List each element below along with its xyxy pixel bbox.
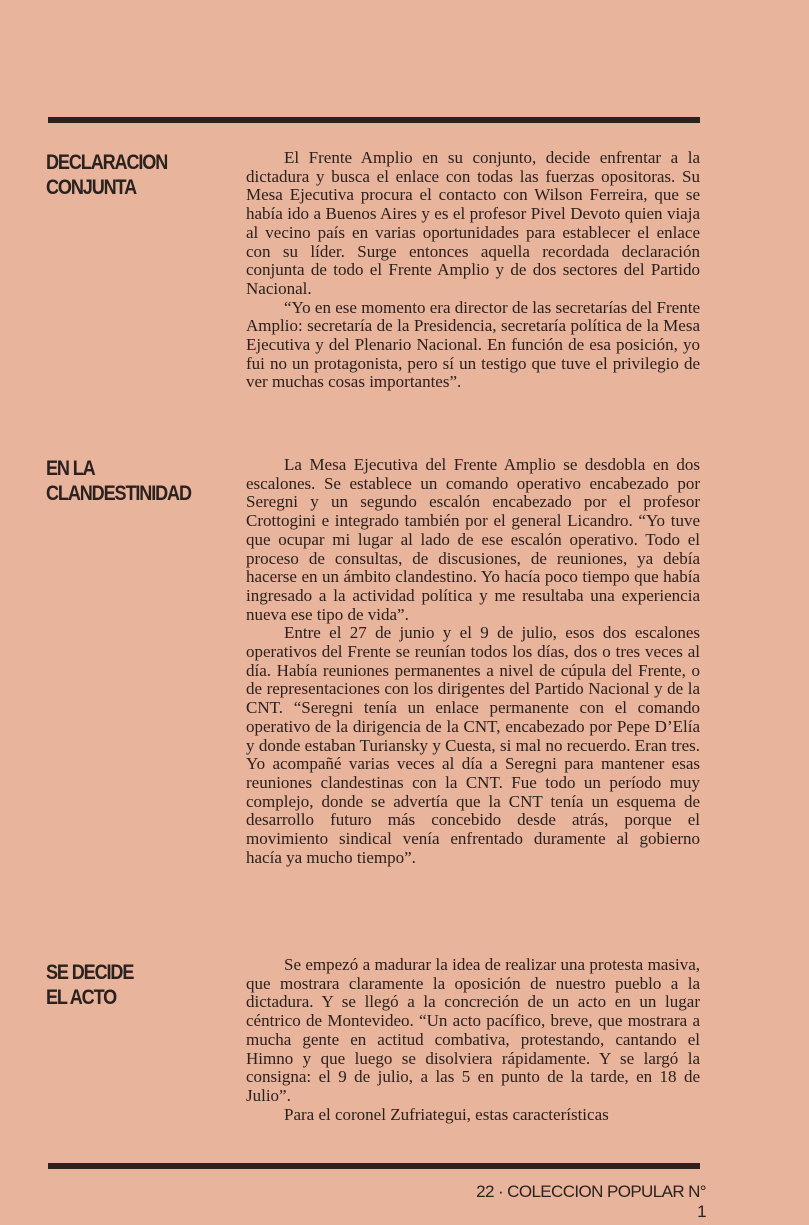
body-text-clandestinidad xyxy=(246,456,700,867)
side-heading-line: DECLARACION xyxy=(46,151,168,174)
paragraph: Para el coronel Zufriategui, estas características xyxy=(284,1104,609,1124)
paragraph: El Frente Amplio en su conjunto, decide enfrentar a la dictadura y busca el enlace con todas las fuerzas opositoras. Su Mesa Ejecutiva procura el contacto con Wilson Ferreira, que se había ido a Buenos Aires y es el profesor Pivel Devoto quien viaja al vecino país en varias oportunidades para establecer el enlace con su líder. Surge entonces aquella recordada declaración conjunta de todo el Frente Amplio y de dos sectores del Partido Nacional. xyxy=(246,148,700,298)
side-heading-line: EN LA xyxy=(46,457,95,480)
side-heading-line: CONJUNTA xyxy=(46,176,137,199)
bottom-rule xyxy=(48,1163,700,1169)
top-rule xyxy=(48,117,700,123)
side-heading-line: EL ACTO xyxy=(46,986,117,1009)
side-heading-clandestinidad xyxy=(46,456,201,506)
paragraph: “Yo en ese momento era director de las secretarías del Frente Amplio: secretaría de la Presidencia, secretaría política de la Mesa Ejecutiva y del Plenario Nacional. En función de esa posición, yo fui no un protagonista, pero sí un testigo que tuve el privilegio de ver muchas cosas importantes”. xyxy=(246,297,700,392)
paragraph: La Mesa Ejecutiva del Frente Amplio se desdobla en dos escalones. Se establece un comando operativo encabezado por Seregni y un segundo escalón encabezado por el profesor Crottogini e integrado también por el general Licandro. “Yo tuve que ocupar mi lugar al lado de ese escalón operativo. Todo el proceso de consultas, de discusiones, de reuniones, ya debía hacerse en un ámbito clandestino. Yo hacía poco tiempo que había ingresado a la actividad política y me resultaba una experiencia nueva ese tipo de vida”. xyxy=(246,455,700,624)
side-heading-line: CLANDESTINIDAD xyxy=(46,482,191,505)
body-text-acto xyxy=(246,956,700,1124)
paragraph: Entre el 27 de junio y el 9 de julio, esos dos escalones operativos del Frente se reunían todos los días, dos o tres veces al día. Había reuniones permanentes a nivel de cúpula del Frente, o de representaciones con los dirigentes del Partido Nacional y de la CNT. “Seregni tenía un enlace permanente con el comando operativo de la dirigencia de la CNT, encabezado por Pepe D’Elía y donde estaban Turiansky y Cuesta, si mal no recuerdo. Eran tres. Yo acompañé varias veces al día a Seregni para mantener esas reuniones clandestinas con la CNT. Fue todo un período muy complejo, donde se advertía que la CNT tenía un esquema de desarrollo futuro más concebido desde atrás, porque el movimiento sindical venía enfrentado duramente al gobierno hacía ya mucho tiempo”. xyxy=(246,623,700,867)
side-heading-acto xyxy=(46,960,201,1010)
paragraph: Se empezó a madurar la idea de realizar una protesta masiva, que mostrara claramente la oposición de nuestro pueblo a la dictadura. Y se llegó a la concreción de un acto en un lugar céntrico de Montevideo. “Un acto pacífico, breve, que mostrara a mucha gente en actitud combativa, protestando, cantando el Himno y que luego se disolviera rápidamente. Y se largó la consigna: el 9 de julio, a las 5 en punto de la tarde, en 18 de Julio”. xyxy=(246,955,700,1105)
page-footer: 22 · COLECCION POPULAR N° 1 xyxy=(476,1182,706,1221)
side-heading-declaracion xyxy=(46,150,201,200)
body-text-declaracion xyxy=(246,149,700,392)
side-heading-line: SE DECIDE xyxy=(46,961,134,984)
